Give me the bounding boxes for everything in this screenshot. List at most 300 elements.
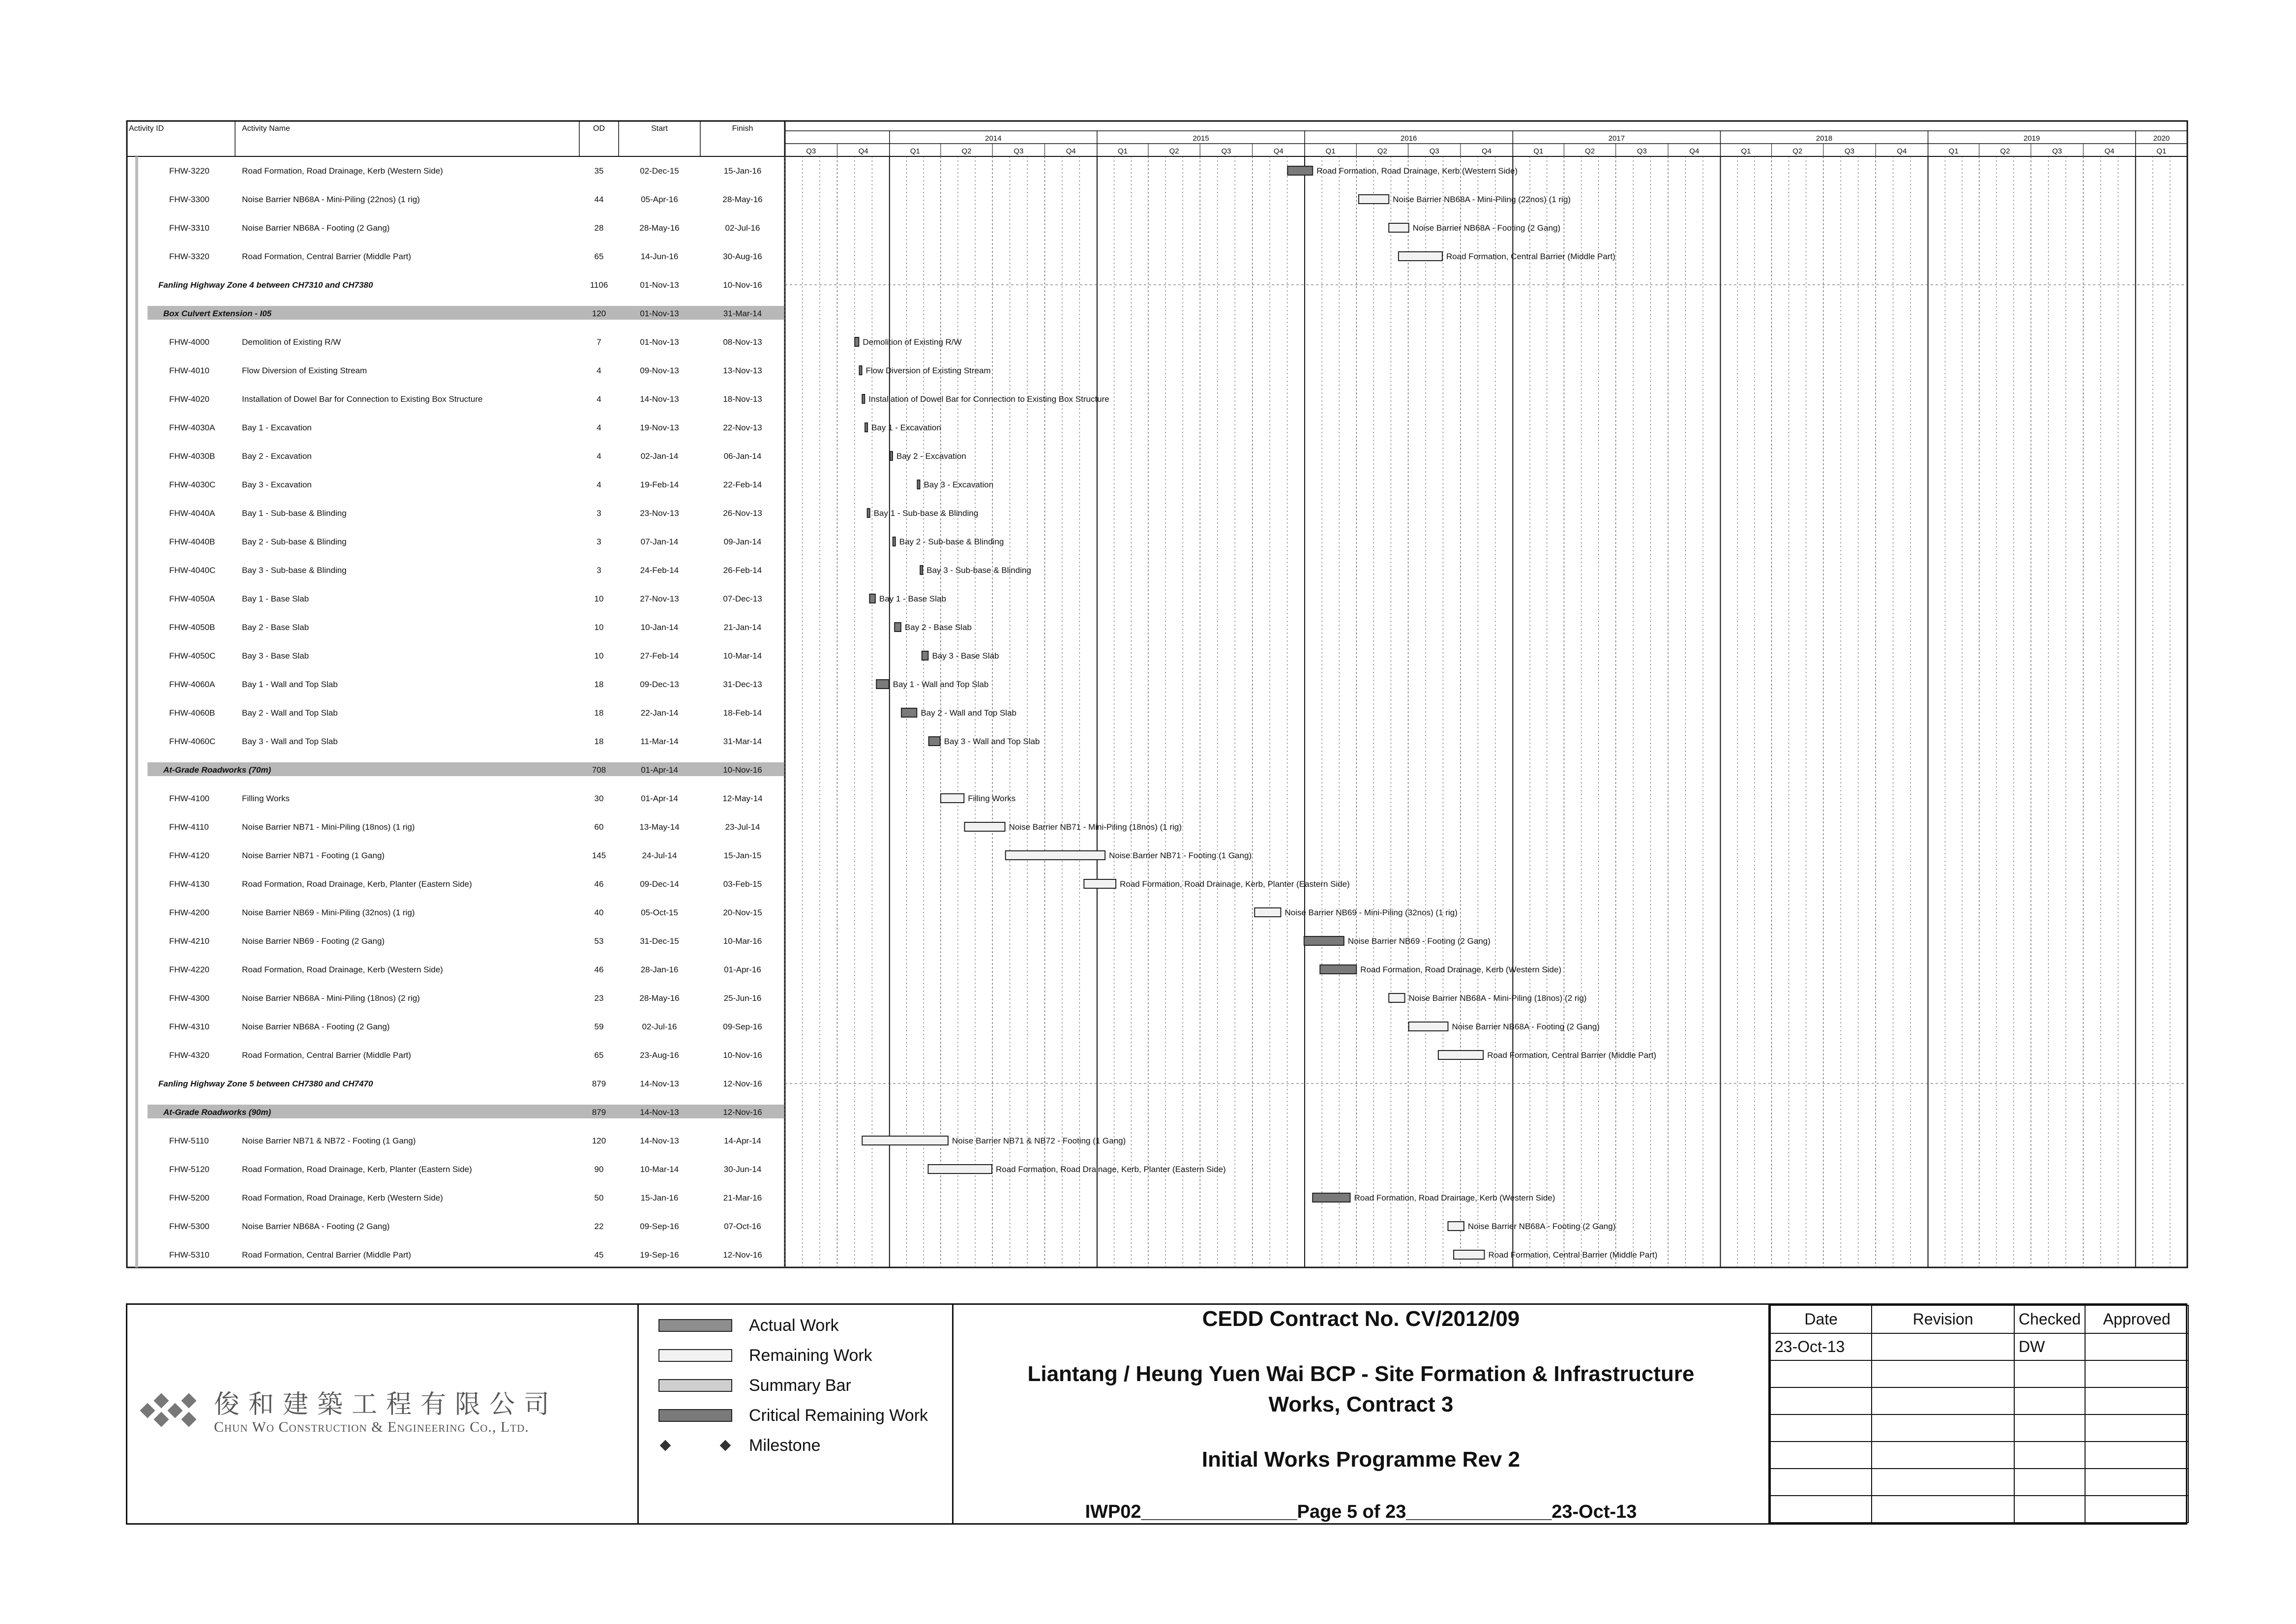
column-header-activity-id: Activity ID [129, 124, 164, 133]
band-od: 708 [592, 765, 606, 775]
activity-id: FHW-4310 [169, 1022, 209, 1031]
activity-finish: 15-Jan-16 [723, 166, 762, 176]
activity-start: 22-Jan-14 [640, 708, 679, 718]
quarter-label: Q1 [910, 147, 920, 155]
revision-cell: Date [1770, 1305, 1872, 1333]
activity-finish: 02-Jul-16 [725, 223, 760, 233]
activity-start: 05-Oct-15 [641, 908, 678, 917]
activity-start: 23-Nov-13 [640, 509, 679, 518]
activity-od: 3 [596, 537, 601, 546]
activity-start: 07-Jan-14 [640, 537, 679, 546]
legend-label: Summary Bar [749, 1376, 851, 1395]
legend-item-actual [658, 1316, 839, 1335]
activity-finish: 31-Dec-13 [723, 680, 762, 689]
drawing-title [954, 1305, 1770, 1523]
bar-label: Demolition of Existing R/W [863, 337, 962, 347]
band-start: 01-Apr-14 [641, 765, 678, 775]
activity-od: 120 [592, 1136, 606, 1145]
activity-name: Noise Barrier NB68A - Footing (2 Gang) [242, 223, 390, 233]
revision-cell [2014, 1414, 2085, 1442]
quarter-label: Q2 [961, 147, 972, 155]
activity-name: Noise Barrier NB68A - Footing (2 Gang) [242, 1022, 390, 1031]
activity-id: FHW-4100 [169, 794, 209, 803]
activity-od: 10 [594, 651, 604, 661]
revision-cell: DW [2014, 1333, 2085, 1360]
activity-finish: 15-Jan-15 [723, 851, 762, 860]
bar-label: Bay 1 - Wall and Top Slab [893, 680, 989, 689]
band-finish: 10-Nov-16 [723, 765, 762, 775]
activity-finish: 22-Nov-13 [723, 423, 762, 432]
bar-label: Bay 2 - Sub-base & Blinding [899, 537, 1004, 546]
revision-cell [2085, 1333, 2188, 1360]
bar-label: Noise Barrier NB68A - Footing (2 Gang) [1452, 1022, 1600, 1031]
column-header-start: Start [651, 124, 668, 133]
quarter-label: Q4 [1482, 147, 1492, 155]
group-finish: 12-Nov-16 [723, 1079, 762, 1088]
activity-bar [893, 537, 895, 546]
actual-work-swatch [658, 1319, 732, 1332]
activity-bar [928, 1165, 992, 1173]
activity-od: 28 [594, 223, 604, 233]
activity-id: FHW-4300 [169, 993, 209, 1003]
revision-cell: Checked [2014, 1305, 2085, 1333]
legend-label: Critical Remaining Work [749, 1406, 928, 1425]
quarter-label: Q3 [1637, 147, 1647, 155]
activity-id: FHW-5310 [169, 1250, 209, 1260]
activity-bar [1320, 965, 1356, 974]
activity-bar [1287, 166, 1312, 175]
activity-start: 15-Jan-16 [640, 1193, 679, 1203]
activity-bar [895, 623, 901, 632]
activity-bar [876, 680, 889, 689]
activity-finish: 28-May-16 [722, 195, 763, 204]
activity-start: 28-May-16 [639, 223, 680, 233]
bar-label: Bay 1 - Base Slab [879, 594, 946, 603]
group-title: Fanling Highway Zone 4 between CH7310 and CH7380 [158, 280, 373, 290]
activity-start: 05-Apr-16 [641, 195, 678, 204]
bar-label: Bay 3 - Wall and Top Slab [944, 737, 1040, 746]
activity-od: 18 [594, 680, 604, 689]
activity-id: FHW-4050C [169, 651, 216, 661]
activity-finish: 09-Jan-14 [723, 537, 762, 546]
activity-start: 02-Jan-14 [640, 451, 679, 461]
bar-label: Noise Barrier NB71 & NB72 - Footing (1 Gang) [952, 1136, 1126, 1145]
activity-start: 02-Jul-16 [642, 1022, 677, 1031]
activity-id: FHW-5300 [169, 1222, 209, 1231]
revision-row [1770, 1414, 2188, 1442]
quarter-label: Q1 [1948, 147, 1959, 155]
activity-name: Noise Barrier NB69 - Footing (2 Gang) [242, 936, 385, 946]
activity-id: FHW-4040C [169, 566, 216, 575]
activity-od: 46 [594, 879, 604, 889]
activity-bar [1359, 195, 1389, 204]
project-title [954, 1359, 1768, 1420]
activity-bar [1312, 1193, 1350, 1202]
bar-label: Road Formation, Road Drainage, Kerb (Western Side) [1360, 965, 1562, 974]
activity-id: FHW-3220 [169, 166, 209, 176]
bar-label: Road Formation, Central Barrier (Middle Part) [1446, 252, 1615, 261]
activity-name: Road Formation, Road Drainage, Kerb (Western Side) [242, 1193, 443, 1203]
page-reference: IWP02_______________Page 5 of 23______________23-Oct-13 [1085, 1502, 1637, 1522]
activity-id: FHW-4040A [169, 509, 215, 518]
band-start: 14-Nov-13 [640, 1108, 679, 1117]
activity-name: Road Formation, Road Drainage, Kerb (Western Side) [242, 965, 443, 974]
activity-finish: 21-Jan-14 [723, 623, 762, 632]
activity-finish: 10-Mar-16 [723, 936, 762, 946]
revision-cell [2085, 1442, 2188, 1469]
activity-bar [1454, 1250, 1484, 1259]
activity-id: FHW-4010 [169, 366, 209, 375]
bar-label: Noise Barrier NB69 - Mini-Piling (32nos) (1 rig) [1284, 908, 1458, 917]
activity-bar [929, 737, 940, 746]
legend-label: Actual Work [749, 1316, 839, 1335]
band-finish: 12-Nov-16 [723, 1108, 762, 1117]
activity-name: Noise Barrier NB68A - Mini-Piling (22nos) (1 rig) [242, 195, 420, 204]
activity-od: 35 [594, 166, 604, 176]
bar-label: Road Formation, Road Drainage, Kerb (Western Side) [1316, 166, 1518, 176]
group-finish: 10-Nov-16 [723, 280, 762, 290]
revision-cell: Approved [2085, 1305, 2188, 1333]
activity-start: 24-Feb-14 [640, 566, 679, 575]
activity-od: 90 [594, 1165, 604, 1174]
activity-od: 65 [594, 252, 604, 261]
activity-id: FHW-5200 [169, 1193, 209, 1203]
bar-label: Bay 2 - Excavation [896, 451, 966, 461]
bar-label: Bay 3 - Sub-base & Blinding [926, 566, 1031, 575]
year-label: 2016 [1401, 134, 1417, 143]
activity-od: 22 [594, 1222, 604, 1231]
year-label: 2015 [1193, 134, 1209, 143]
revision-cell [2085, 1360, 2188, 1387]
contract-number: CEDD Contract No. CV/2012/09 [1202, 1307, 1520, 1331]
activity-id: FHW-5120 [169, 1165, 209, 1174]
activity-finish: 12-Nov-16 [723, 1250, 762, 1260]
activity-bar [917, 480, 920, 489]
activity-id: FHW-4120 [169, 851, 209, 860]
bar-label: Noise Barrier NB68A - Footing (2 Gang) [1467, 1222, 1616, 1231]
quarter-label: Q4 [2104, 147, 2115, 155]
bar-label: Road Formation, Road Drainage, Kerb (Western Side) [1354, 1193, 1555, 1203]
bar-label: Road Formation, Central Barrier (Middle Part) [1488, 1250, 1658, 1260]
activity-name: Filling Works [242, 794, 290, 803]
bar-label: Road Formation, Road Drainage, Kerb, Planter (Eastern Side) [1120, 879, 1350, 889]
activity-finish: 01-Apr-16 [724, 965, 761, 974]
activity-od: 59 [594, 1022, 604, 1031]
year-label: 2014 [985, 134, 1002, 143]
activity-bar [964, 822, 1005, 831]
band-od: 120 [592, 309, 606, 318]
group-start: 14-Nov-13 [640, 1079, 679, 1088]
activity-name: Demolition of Existing R/W [242, 337, 341, 347]
activity-name: Installation of Dowel Bar for Connection to Existing Box Structure [242, 394, 483, 404]
activity-name: Bay 3 - Base Slab [242, 651, 309, 661]
activity-od: 18 [594, 737, 604, 746]
activity-id: FHW-4040B [169, 537, 215, 546]
band-start: 01-Nov-13 [640, 309, 679, 318]
project-title-line2: Works, Contract 3 [1268, 1392, 1454, 1416]
remaining-work-swatch [658, 1349, 732, 1362]
company-name-chinese: 俊和建築工程有限公司 [214, 1390, 559, 1419]
bar-label: Bay 1 - Sub-base & Blinding [873, 509, 979, 518]
activity-name: Noise Barrier NB68A - Footing (2 Gang) [242, 1222, 390, 1231]
activity-id: FHW-4030A [169, 423, 215, 432]
activity-bar [1254, 908, 1281, 917]
activity-finish: 21-Mar-16 [723, 1193, 762, 1203]
revision-cell [2014, 1387, 2085, 1414]
activity-name: Bay 1 - Sub-base & Blinding [242, 509, 347, 518]
activity-finish: 22-Feb-14 [723, 480, 762, 489]
group-start: 01-Nov-13 [640, 280, 679, 290]
activity-name: Road Formation, Road Drainage, Kerb (Western Side) [242, 166, 443, 176]
activity-finish: 09-Sep-16 [723, 1022, 762, 1031]
quarter-label: Q3 [1221, 147, 1231, 155]
bar-label: Road Formation, Road Drainage, Kerb, Planter (Eastern Side) [995, 1165, 1226, 1174]
activity-id: FHW-4000 [169, 337, 209, 347]
revision-cell [1770, 1414, 1872, 1442]
quarter-label: Q2 [1585, 147, 1595, 155]
revision-cell [1770, 1387, 1872, 1414]
activity-bar [867, 509, 870, 517]
activity-finish: 25-Jun-16 [723, 993, 762, 1003]
revision-cell [1872, 1442, 2014, 1469]
activity-start: 23-Aug-16 [640, 1051, 679, 1060]
activity-finish: 26-Nov-13 [723, 509, 762, 518]
activity-start: 19-Nov-13 [640, 423, 679, 432]
band-title: At-Grade Roadworks (90m) [163, 1108, 271, 1117]
company-logo-block [127, 1305, 639, 1523]
activity-id: FHW-4210 [169, 936, 209, 946]
revision-cell [1770, 1496, 1872, 1523]
group-od: 1106 [590, 280, 608, 290]
bar-label: Noise Barrier NB68A - Mini-Piling (18nos) (2 rig) [1408, 993, 1587, 1003]
activity-id: FHW-4200 [169, 908, 209, 917]
activity-start: 09-Nov-13 [640, 366, 679, 375]
summary-bar-swatch [658, 1379, 732, 1392]
activity-od: 60 [594, 822, 604, 832]
legend-label: Remaining Work [749, 1346, 872, 1365]
activity-name: Bay 2 - Base Slab [242, 623, 309, 632]
activity-finish: 18-Feb-14 [723, 708, 762, 718]
activity-od: 3 [596, 566, 601, 575]
bar-label: Noise Barrier NB68A - Mini-Piling (22nos) (1 rig) [1393, 195, 1571, 204]
revision-cell [1872, 1333, 2014, 1360]
activity-name: Road Formation, Central Barrier (Middle Part) [242, 1250, 411, 1260]
activity-od: 10 [594, 623, 604, 632]
activity-finish: 06-Jan-14 [723, 451, 762, 461]
activity-bar [901, 708, 917, 717]
quarter-label: Q3 [1014, 147, 1024, 155]
group-title: Fanling Highway Zone 5 between CH7380 and CH7470 [158, 1079, 373, 1088]
activity-name: Bay 3 - Excavation [242, 480, 312, 489]
activity-name: Bay 2 - Sub-base & Blinding [242, 537, 347, 546]
activity-bar [1006, 851, 1105, 860]
activity-id: FHW-4060A [169, 680, 215, 689]
activity-finish: 30-Jun-14 [723, 1165, 762, 1174]
activity-name: Bay 1 - Base Slab [242, 594, 309, 603]
bar-label: Bay 3 - Excavation [924, 480, 994, 489]
bar-label: Noise Barrier NB68A - Footing (2 Gang) [1412, 223, 1561, 233]
activity-start: 10-Mar-14 [640, 1165, 679, 1174]
activity-finish: 31-Mar-14 [723, 737, 762, 746]
activity-finish: 03-Feb-15 [723, 879, 762, 889]
activity-finish: 10-Mar-14 [723, 651, 762, 661]
activity-name: Bay 3 - Wall and Top Slab [242, 737, 338, 746]
activity-od: 4 [596, 480, 601, 489]
column-header-finish: Finish [732, 124, 753, 133]
activity-finish: 18-Nov-13 [723, 394, 762, 404]
revision-cell [2085, 1469, 2188, 1496]
milestone-diamond-icon [720, 1440, 731, 1451]
activity-finish: 30-Aug-16 [723, 252, 762, 261]
activity-bar [1389, 223, 1408, 232]
revision-cell [1872, 1387, 2014, 1414]
activity-id: FHW-4030B [169, 451, 215, 461]
activity-finish: 12-May-14 [722, 794, 763, 803]
activity-name: Noise Barrier NB71 & NB72 - Footing (1 Gang) [242, 1136, 416, 1145]
activity-bar [1399, 252, 1442, 261]
activity-od: 40 [594, 908, 604, 917]
activity-od: 145 [592, 851, 606, 860]
activity-name: Bay 2 - Excavation [242, 451, 312, 461]
activity-finish: 10-Nov-16 [723, 1051, 762, 1060]
quarter-label: Q2 [1792, 147, 1803, 155]
quarter-label: Q3 [1845, 147, 1855, 155]
quarter-label: Q1 [2156, 147, 2167, 155]
quarter-label: Q3 [2052, 147, 2062, 155]
activity-start: 24-Jul-14 [642, 851, 677, 860]
band-title: At-Grade Roadworks (70m) [163, 765, 271, 775]
activity-bar [922, 651, 928, 660]
activity-od: 65 [594, 1051, 604, 1060]
activity-bar [862, 1136, 948, 1145]
revision-cell [2085, 1387, 2188, 1414]
bar-label: Filling Works [968, 794, 1016, 803]
activity-start: 31-Dec-15 [640, 936, 679, 946]
activity-start: 01-Apr-14 [641, 794, 678, 803]
activity-name: Road Formation, Central Barrier (Middle Part) [242, 252, 411, 261]
revision-row [1770, 1333, 2188, 1360]
company-name-english: Chun Wo Construction & Engineering Co., Ltd. [214, 1419, 529, 1435]
activity-bar [1304, 936, 1344, 945]
activity-name: Road Formation, Road Drainage, Kerb, Planter (Eastern Side) [242, 879, 472, 889]
legend-item-summary [658, 1376, 851, 1395]
legend-label: Milestone [749, 1436, 821, 1455]
activity-id: FHW-4110 [169, 822, 209, 832]
activity-name: Bay 2 - Wall and Top Slab [242, 708, 338, 718]
revision-row [1770, 1387, 2188, 1414]
activity-bar [941, 794, 964, 803]
activity-start: 10-Jan-14 [640, 623, 679, 632]
activity-start: 19-Feb-14 [640, 480, 679, 489]
quarter-label: Q1 [1533, 147, 1544, 155]
activity-bar [1389, 993, 1404, 1002]
activity-finish: 23-Jul-14 [725, 822, 760, 832]
year-label: 2019 [2024, 134, 2040, 143]
year-label: 2020 [2153, 134, 2170, 143]
activity-finish: 26-Feb-14 [723, 566, 762, 575]
activity-bar [1448, 1222, 1464, 1231]
revision-table [1770, 1305, 2189, 1523]
activity-bar [860, 366, 862, 375]
activity-od: 7 [596, 337, 601, 347]
bar-label: Bay 3 - Base Slab [932, 651, 999, 661]
activity-start: 09-Sep-16 [640, 1222, 679, 1231]
revision-cell [2085, 1414, 2188, 1442]
bar-label: Noise Barrier NB71 - Mini-Piling (18nos) (1 rig) [1009, 822, 1182, 832]
revision-cell [2085, 1496, 2188, 1523]
activity-start: 11-Mar-14 [640, 737, 679, 746]
activity-bar [1084, 879, 1116, 888]
activity-id: FHW-4050B [169, 623, 215, 632]
activity-start: 27-Feb-14 [640, 651, 679, 661]
activity-id: FHW-4130 [169, 879, 209, 889]
activity-name: Bay 1 - Excavation [242, 423, 312, 432]
activity-start: 14-Jun-16 [640, 252, 679, 261]
revision-cell [1872, 1360, 2014, 1387]
activity-od: 30 [594, 794, 604, 803]
activity-start: 28-Jan-16 [640, 965, 679, 974]
activity-od: 10 [594, 594, 604, 603]
legend-item-critical [658, 1406, 928, 1425]
activity-name: Road Formation, Road Drainage, Kerb, Planter (Eastern Side) [242, 1165, 472, 1174]
group-od: 879 [592, 1079, 606, 1088]
activity-name: Bay 1 - Wall and Top Slab [242, 680, 338, 689]
activity-id: FHW-5110 [169, 1136, 209, 1145]
activity-start: 02-Dec-15 [640, 166, 679, 176]
activity-od: 53 [594, 936, 604, 946]
revision-cell [1770, 1360, 1872, 1387]
quarter-label: Q1 [1741, 147, 1751, 155]
activity-finish: 14-Apr-14 [724, 1136, 761, 1145]
activity-od: 23 [594, 993, 604, 1003]
revision-row [1770, 1469, 2188, 1496]
activity-id: FHW-4220 [169, 965, 209, 974]
column-header-od: OD [593, 124, 605, 133]
quarter-label: Q2 [1377, 147, 1387, 155]
activity-bar [890, 451, 893, 460]
quarter-label: Q4 [1066, 147, 1076, 155]
bar-label: Noise Barrier NB69 - Footing (2 Gang) [1347, 936, 1491, 946]
activity-start: 09-Dec-14 [640, 879, 679, 889]
activity-start: 09-Dec-13 [640, 680, 679, 689]
activity-start: 01-Nov-13 [640, 337, 679, 347]
milestone-swatch [658, 1442, 732, 1449]
activity-od: 4 [596, 394, 601, 404]
activity-id: FHW-3310 [169, 223, 209, 233]
quarter-label: Q4 [1273, 147, 1283, 155]
activity-start: 14-Nov-13 [640, 394, 679, 404]
activity-name: Flow Diversion of Existing Stream [242, 366, 367, 375]
year-label: 2017 [1608, 134, 1625, 143]
revision-cell [2014, 1360, 2085, 1387]
revision-cell: Revision [1872, 1305, 2014, 1333]
revision-cell [2014, 1469, 2085, 1496]
activity-id: FHW-4030C [169, 480, 216, 489]
activity-bar [1409, 1022, 1448, 1031]
activity-id: FHW-4060C [169, 737, 216, 746]
activity-od: 45 [594, 1250, 604, 1260]
activity-finish: 20-Nov-15 [723, 908, 762, 917]
bar-label: Noise Barrier NB71 - Footing (1 Gang) [1109, 851, 1252, 860]
band-title: Box Culvert Extension - I05 [163, 309, 272, 318]
activity-start: 13-May-14 [639, 822, 680, 832]
band-od: 879 [592, 1108, 606, 1117]
activity-id: FHW-4050A [169, 594, 215, 603]
activity-od: 4 [596, 366, 601, 375]
revision-cell [1872, 1469, 2014, 1496]
company-logo-icon [137, 1385, 201, 1435]
activity-id: FHW-4060B [169, 708, 215, 718]
